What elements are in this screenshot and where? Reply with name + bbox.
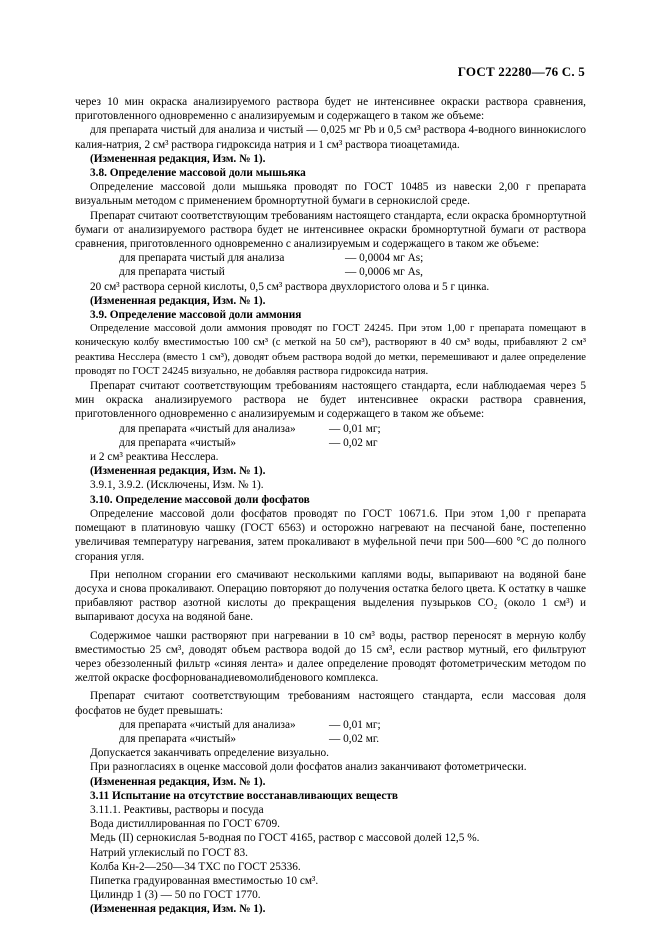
norm-value: — 0,0004 мг As; xyxy=(345,252,424,265)
paragraph: Препарат считают соответствующим требованиям настоящего стандарта, если наблюдаемая через 5 мин окраска анализируемого раствора не будет интенсивнее окраски раствора сравнения, приготовленного одновременно с анализируемым и содержащего в таком же объеме: xyxy=(75,380,586,421)
norm-row xyxy=(75,422,586,436)
norm-label: для препарата «чистый» xyxy=(119,732,237,745)
norm-row xyxy=(75,732,586,746)
paragraph: Содержимое чашки растворяют при нагревании в 10 см³ воды, раствор переносят в мерную колбу вместимостью 25 см³, доводят объем раствора водой до 15 см³, если раствор мутный, его фильтруют через обеззоленный фильтр «синяя лента» и далее определение проводят фотометрическим методом по желтой окраске фосфорнованадиевомолибденового комплекса. xyxy=(75,629,586,685)
norm-row xyxy=(75,251,586,265)
norm-value: — 0,02 мг xyxy=(329,436,378,449)
list-item: Пипетка градуированная вместимостью 10 см³. xyxy=(90,874,319,887)
paragraph: Определение массовой доли аммония проводят по ГОСТ 24245. При этом 1,00 г препарата помещают в коническую колбу вместимостью 100 см³ (с меткой на 50 см³), растворяют в 40 см³ воды, прибавляют 2 см³ реактива Несслера (вместо 1 см³), доводят объем раствора водой до метки, перемешивают и далее определение проводят по ГОСТ 24245 визуально, не добавляя раствора гидроксида натрия. xyxy=(75,323,586,377)
norm-value: — 0,01 мг; xyxy=(329,422,381,435)
paragraph: Препарат считают соответствующим требованиям настоящего стандарта, если массовая доля фосфатов не будет превышать: xyxy=(75,690,586,717)
paragraph: и 2 см³ реактива Несслера. xyxy=(90,451,219,464)
section-heading: 3.10. Определение массовой доли фосфатов xyxy=(90,493,310,506)
paragraph: 20 см³ раствора серной кислоты, 0,5 см³ раствора двухлористого олова и 5 г цинка. xyxy=(90,280,490,293)
section-heading: 3.8. Определение массовой доли мышьяка xyxy=(90,167,306,180)
section-heading: 3.11 Испытание на отсутствие восстанавливающих веществ xyxy=(90,789,399,802)
amendment-note: (Измененная редакция, Изм. № 1). xyxy=(90,294,266,307)
list-item: Натрий углекислый по ГОСТ 83. xyxy=(90,846,248,859)
norm-label: для препарата «чистый для анализа» xyxy=(119,422,296,435)
subsection-heading: 3.11.1. Реактивы, растворы и посуда xyxy=(90,803,264,816)
norm-row xyxy=(75,436,586,450)
list-item: Колба Кн-2—250—34 ТХС по ГОСТ 25336. xyxy=(90,860,301,873)
list-item: Цилиндр 1 (3) — 50 по ГОСТ 1770. xyxy=(90,889,261,902)
norm-label: для препарата чистый для анализа xyxy=(119,252,285,265)
list-item: Вода дистиллированная по ГОСТ 6709. xyxy=(90,818,280,831)
norm-value: — 0,02 мг. xyxy=(329,732,380,745)
paragraph: Допускается заканчивать определение визуально. xyxy=(90,747,329,760)
paragraph: Препарат считают соответствующим требованиям настоящего стандарта, если окраска бромнортутной бумаги от анализируемого раствора будет не интенсивнее окраски бромнортутной бумаги от раствора сравнения, приготовленного одновременно с анализируемым и содержащего в таком же объеме: xyxy=(75,209,586,251)
norm-label: для препарата «чистый для анализа» xyxy=(119,718,296,731)
excluded-note: 3.9.1, 3.9.2. (Исключены, Изм. № 1). xyxy=(90,479,264,492)
norm-row xyxy=(75,718,586,732)
amendment-note: (Измененная редакция, Изм. № 1). xyxy=(90,152,266,165)
norm-label: для препарата «чистый» xyxy=(119,436,237,449)
paragraph: для препарата чистый для анализа и чистый — 0,025 мг Pb и 0,5 см³ раствора 4-водного виннокислого калия-натрия, 2 см³ раствора гидроксида натрия и 1 см³ раствора тиоацетамида. xyxy=(75,124,586,151)
amendment-note: (Измененная редакция, Изм. № 1). xyxy=(90,465,266,478)
paragraph: При разногласиях в оценке массовой доли фосфатов анализ заканчивают фотометрически. xyxy=(90,761,527,774)
list-item: Медь (II) сернокислая 5-водная по ГОСТ 4165, раствор с массовой долей 12,5 %. xyxy=(90,832,480,845)
paragraph: Определение массовой доли мышьяка проводят по ГОСТ 10485 из навески 2,00 г препарата визуальным методом с применением бромнортутной бумаги в сернокислой среде. xyxy=(75,181,586,208)
norm-row xyxy=(75,265,586,279)
section-heading: 3.9. Определение массовой доли аммония xyxy=(90,309,302,322)
norm-label: для препарата чистый xyxy=(119,266,225,279)
paragraph: Определение массовой доли фосфатов проводят по ГОСТ 10671.6. При этом 1,00 г препарата помещают в платиновую чашку (ГОСТ 6563) и осторожно нагревают на песчаной бане, постепенно увеличивая температуру нагревания, затем прокаливают в муфельной печи при 500—600 °С до полного сгорания угля. xyxy=(75,507,586,563)
paragraph: через 10 мин окраска анализируемого раствора будет не интенсивнее окраски раствора сравнения, приготовленного одновременно с анализируемым и содержащего в таком же объеме: xyxy=(75,96,586,123)
document-body xyxy=(75,95,586,917)
page-header: ГОСТ 22280—76 С. 5 xyxy=(457,64,585,79)
paragraph: При неполном сгорании его смачивают несколькими каплями воды, выпаривают на водяной бане досуха и снова прокаливают. Операцию повторяют до получения остатка белого цвета. К остатку в чашке прибавляют раствор азотной кислоты до прекращения выделения пузырьков CO₂ (около 1 см³) и выпаривают досуха на водяной бане. xyxy=(75,568,586,624)
amendment-note: (Измененная редакция, Изм. № 1). xyxy=(90,775,266,788)
amendment-note: (Измененная редакция, Изм. № 1). xyxy=(90,903,266,916)
norm-value: — 0,0006 мг As, xyxy=(345,266,423,279)
norm-value: — 0,01 мг; xyxy=(329,718,381,731)
